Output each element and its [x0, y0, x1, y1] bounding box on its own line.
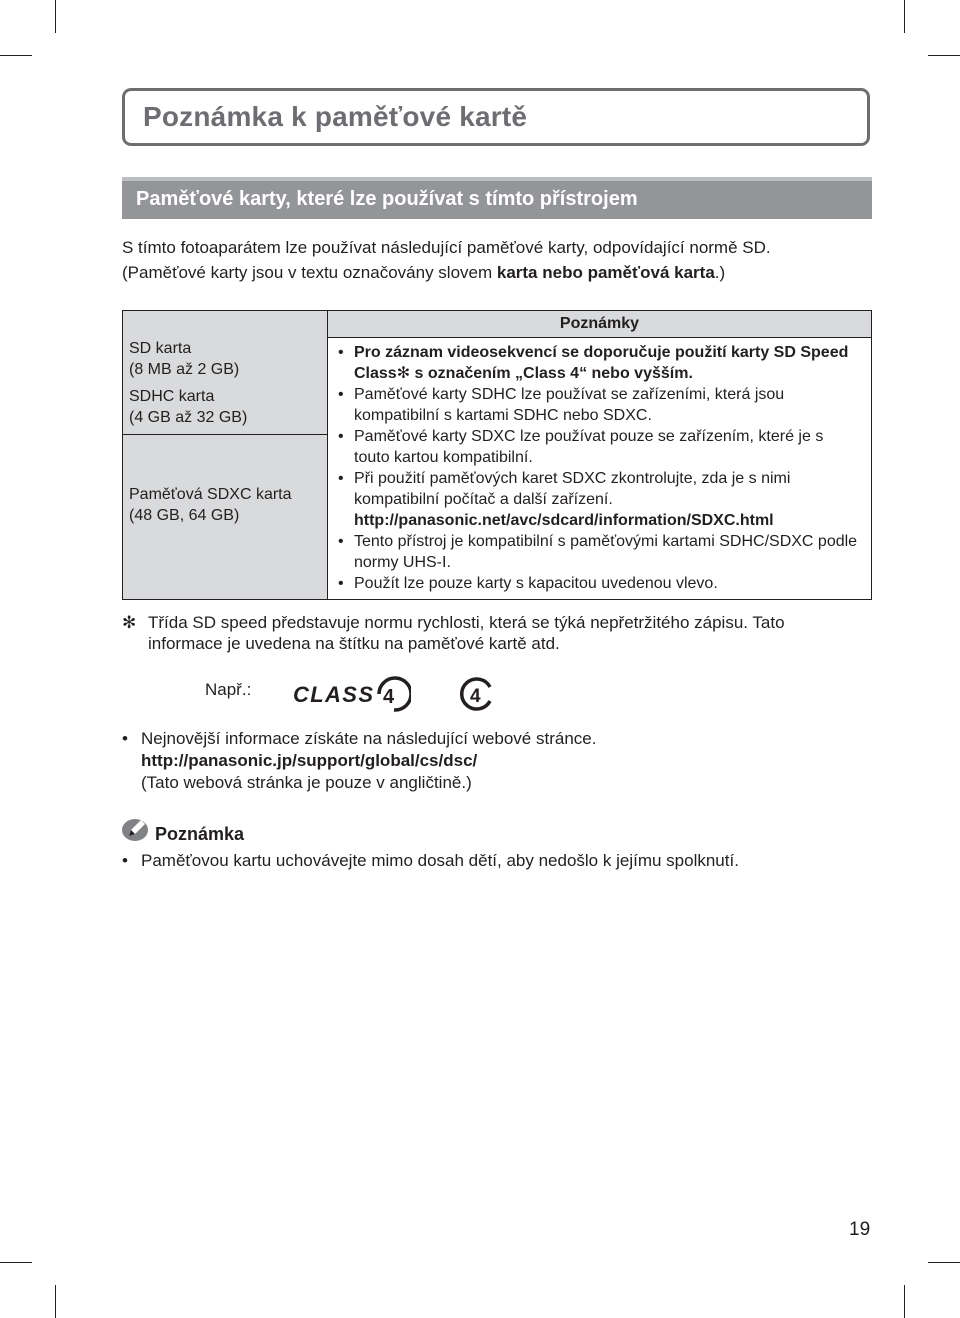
note-item-text: Pro záznam videosekvencí se doporučuje použití karty SD Speed Class✻ s označením „Class 4“ nebo vyšším.	[354, 344, 849, 382]
page-title: Poznámka k paměťové kartě	[143, 101, 528, 132]
card-type-name: SD karta	[129, 340, 192, 357]
intro-line-2-end: .)	[714, 263, 726, 282]
card-types-top-spacer	[123, 311, 327, 333]
card-type-sd	[123, 333, 327, 382]
c4-logo-graphic	[460, 677, 494, 711]
note-item	[338, 468, 861, 531]
card-type-name: Paměťová SDXC karta	[129, 486, 292, 503]
note-item: • Tento přístroj je kompatibilní s paměťovými kartami SDHC/SDXC podle normy UHS-I.	[338, 531, 861, 573]
card-type-sdxc	[123, 434, 327, 587]
notes-cell	[328, 338, 872, 600]
section-heading: Paměťové karty, které lze používat s tímto přístrojem	[136, 188, 638, 210]
intro-line-2	[122, 260, 882, 285]
note-item: • Použít lze pouze karty s kapacitou uvedenou vlevo.	[338, 573, 861, 594]
class4-logo-number: 4	[383, 686, 395, 708]
crop-mark	[904, 0, 905, 33]
class4-logo-graphic	[293, 675, 411, 713]
card-type-capacity: (48 GB, 64 GB)	[129, 507, 240, 524]
asterisk-icon: ✻	[122, 613, 137, 632]
crop-mark	[904, 1285, 905, 1318]
crop-mark	[928, 1262, 960, 1263]
note-item-text: Při použití paměťových karet SDXC zkontrolujte, zda je s nimi kompatibilní počítač a další zařízení.	[354, 470, 791, 508]
footnote-text: Třída SD speed představuje normu rychlosti, která se týká nepřetržitého zápisu. Tato informace je uvedena na štítku na paměťové kartě atd.	[148, 613, 785, 653]
web-info-language: (Tato webová stránka je pouze v angličtině.)	[141, 773, 472, 792]
crop-mark	[928, 55, 960, 56]
intro-text	[122, 235, 882, 285]
crop-mark	[0, 55, 32, 56]
bullet: •	[122, 729, 128, 748]
note-item: • Paměťové karty SDHC lze používat se zařízeními, která jsou kompatibilní s kartami SDHC nebo SDXC.	[338, 384, 861, 426]
c4-logo	[460, 677, 494, 716]
intro-line-1: S tímto fotoaparátem lze používat následující paměťové karty, odpovídající normě SD.	[122, 238, 771, 257]
card-table	[122, 310, 872, 600]
sdxc-info-url: http://panasonic.net/avc/sdcard/information/SDXC.html	[354, 512, 774, 529]
section-bar	[122, 177, 872, 219]
card-type-capacity: (4 GB až 32 GB)	[129, 409, 248, 426]
section-bar-accent	[122, 177, 872, 181]
support-url[interactable]	[141, 750, 822, 772]
card-type-capacity: (8 MB až 2 GB)	[129, 361, 240, 378]
notes-header: Poznámky	[328, 311, 872, 338]
note-item	[338, 342, 861, 384]
note-heading-label: Poznámka	[155, 824, 245, 844]
page-number: 19	[849, 1219, 871, 1240]
card-types-cell	[123, 311, 328, 600]
note-body	[122, 850, 739, 872]
example-label: Např.:	[205, 680, 252, 699]
card-type-name: SDHC karta	[129, 388, 215, 405]
bullet: •	[122, 851, 128, 870]
support-url-text[interactable]: http://panasonic.jp/support/global/cs/dsc/	[141, 751, 478, 770]
card-type-sdhc	[123, 382, 327, 434]
c4-logo-number: 4	[470, 686, 481, 707]
intro-line-2-bold: karta nebo paměťová karta	[496, 263, 715, 282]
note-text: Paměťovou kartu uchovávejte mimo dosah dětí, aby nedošlo k jejímu spolknutí.	[141, 851, 739, 870]
title-box	[122, 88, 870, 146]
web-info-line: Nejnovější informace získáte na následující webové stránce.	[141, 729, 597, 748]
pencil-note-icon	[122, 815, 150, 843]
crop-mark	[55, 1285, 56, 1318]
crop-mark	[0, 1262, 32, 1263]
web-info-body	[141, 728, 822, 794]
crop-mark	[55, 0, 56, 33]
notes-list	[338, 342, 861, 594]
note-item: • Paměťové karty SDXC lze používat pouze se zařízením, které je s touto kartou kompatibilní.	[338, 426, 861, 468]
web-info	[122, 728, 822, 794]
intro-line-2-text: (Paměťové karty jsou v textu označovány slovem	[122, 263, 497, 282]
class4-logo-text: CLASS	[293, 682, 373, 707]
footnote	[122, 612, 822, 654]
class4-logo	[293, 675, 411, 718]
